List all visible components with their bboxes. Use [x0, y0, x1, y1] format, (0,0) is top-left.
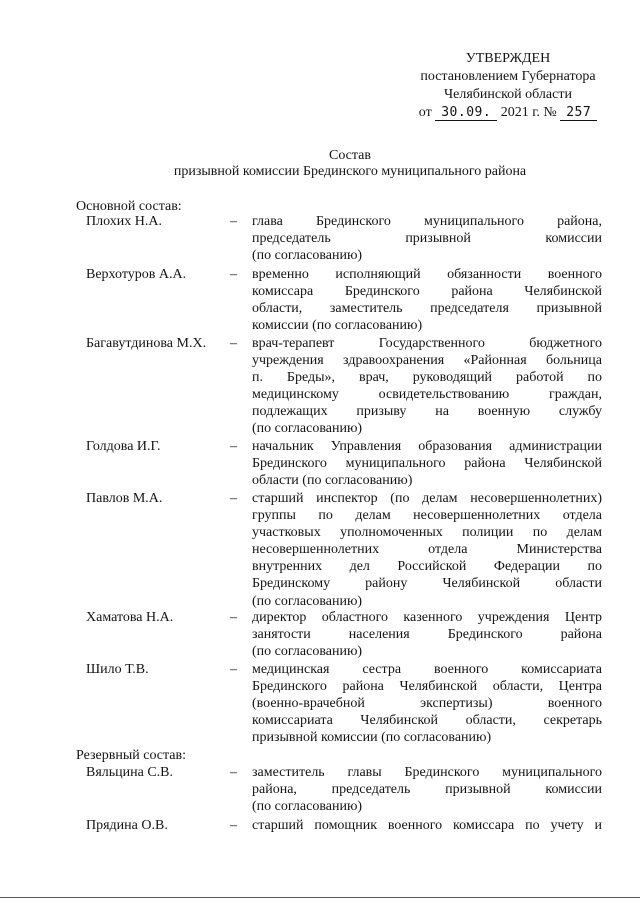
member-dash: –	[230, 439, 237, 454]
description-line: комиссара Брединского района Челябинской	[252, 284, 602, 300]
member-name: Багавутдинова М.Х.	[86, 336, 207, 351]
description-line: призывной комиссии (по согласованию)	[252, 730, 492, 746]
description-line: Брединского муниципального района Челябинской	[252, 456, 602, 472]
member-dash: –	[230, 610, 237, 625]
document-subtitle: призывной комиссии Брединского муниципального района	[173, 164, 527, 179]
description-line: области, заместитель председателя призывной	[252, 301, 602, 317]
description-line: района, председатель призывной комиссии	[252, 782, 602, 798]
description-line: области (по согласованию)	[252, 473, 413, 489]
member-dash: –	[230, 214, 237, 229]
description-line: (по согласованию)	[252, 248, 363, 264]
member-dash: –	[230, 491, 237, 506]
description-line: временно исполняющий обязанности военного	[252, 267, 602, 282]
description-line: (по согласованию)	[252, 593, 363, 609]
description-line: врач-терапевт Государственного бюджетного	[252, 336, 602, 351]
description-line: старший помощник военного комиссара по учету и	[252, 818, 602, 833]
member-name: Прядина О.В.	[86, 818, 168, 833]
member-description	[252, 490, 602, 610]
member-dash: –	[230, 267, 237, 282]
member-name: Вяльцина С.В.	[86, 765, 174, 780]
description-line: председатель призывной комиссии	[252, 231, 602, 247]
approval-number: 257	[560, 105, 597, 121]
reserve-composition-label: Резервный состав:	[76, 748, 187, 763]
approval-prefix: от	[418, 105, 432, 120]
approval-title: УТВЕРЖДЕН	[465, 51, 551, 66]
description-line: группы по делам несовершеннолетних отдела	[252, 508, 602, 524]
description-line: (по согласованию)	[252, 644, 363, 660]
member-name: Верхотуров А.А.	[86, 267, 187, 282]
description-line: (военно-врачебной экспертизы) военного	[252, 696, 602, 712]
approval-region: Челябинской области	[444, 87, 572, 102]
member-dash: –	[230, 336, 237, 351]
description-line: начальник Управления образования администрации	[252, 439, 602, 454]
description-line: заместитель главы Брединского муниципального	[252, 765, 602, 780]
description-line: учреждения здравоохранения «Районная больница	[252, 353, 602, 369]
main-composition-label: Основной состав:	[76, 199, 182, 214]
description-line: старший инспектор (по делам несовершеннолетних)	[252, 491, 602, 506]
description-line: (по согласованию)	[252, 799, 363, 815]
description-line: п. Бреды», врач, руководящий работой по	[252, 370, 602, 386]
approval-year: 2021 г. №	[500, 105, 557, 120]
member-dash: –	[230, 818, 237, 833]
page-bottom-edge	[0, 897, 640, 898]
member-name: Хаматова Н.А.	[86, 610, 174, 625]
description-line: комиссариата Челябинской области, секретарь	[252, 713, 602, 729]
description-line: Брединского района Челябинской области, Центра	[252, 679, 602, 695]
member-description	[252, 661, 602, 746]
member-name: Павлов М.А.	[86, 491, 163, 506]
description-line: внутренних дел Российской Федерации по	[252, 559, 602, 575]
description-line: (по согласованию)	[252, 421, 363, 437]
description-line: участковых уполномоченных полиции по делам	[252, 525, 602, 541]
member-dash: –	[230, 662, 237, 677]
description-line: комиссии (по согласованию)	[252, 318, 423, 334]
member-description	[252, 817, 602, 834]
member-dash: –	[230, 765, 237, 780]
member-description	[252, 266, 602, 334]
description-line: директор областного казенного учреждения Центр	[252, 610, 602, 625]
description-line: Брединскому району Челябинской области	[252, 576, 602, 592]
member-description	[252, 764, 602, 815]
document-title: Состав	[328, 148, 371, 163]
description-line: занятости населения Брединского района	[252, 627, 602, 643]
member-description	[252, 213, 602, 264]
member-name: Голдова И.Г.	[86, 439, 161, 454]
description-line: несовершеннолетних отдела Министерства	[252, 542, 602, 558]
description-line: медицинская сестра военного комиссариата	[252, 662, 602, 677]
approval-date: 30.09.	[435, 105, 497, 121]
member-description	[252, 335, 602, 438]
approval-date-line	[392, 104, 624, 122]
member-name: Шило Т.В.	[86, 662, 149, 677]
member-name: Плохих Н.А.	[86, 214, 162, 229]
member-description	[252, 438, 602, 489]
member-description	[252, 609, 602, 660]
description-line: медицинскому освидетельствованию граждан,	[252, 387, 602, 403]
description-line: глава Брединского муниципального района,	[252, 214, 602, 229]
approval-resolution: постановлением Губернатора	[420, 69, 596, 84]
approval-block	[392, 50, 624, 122]
description-line: подлежащих призыву на военную службу	[252, 404, 602, 420]
